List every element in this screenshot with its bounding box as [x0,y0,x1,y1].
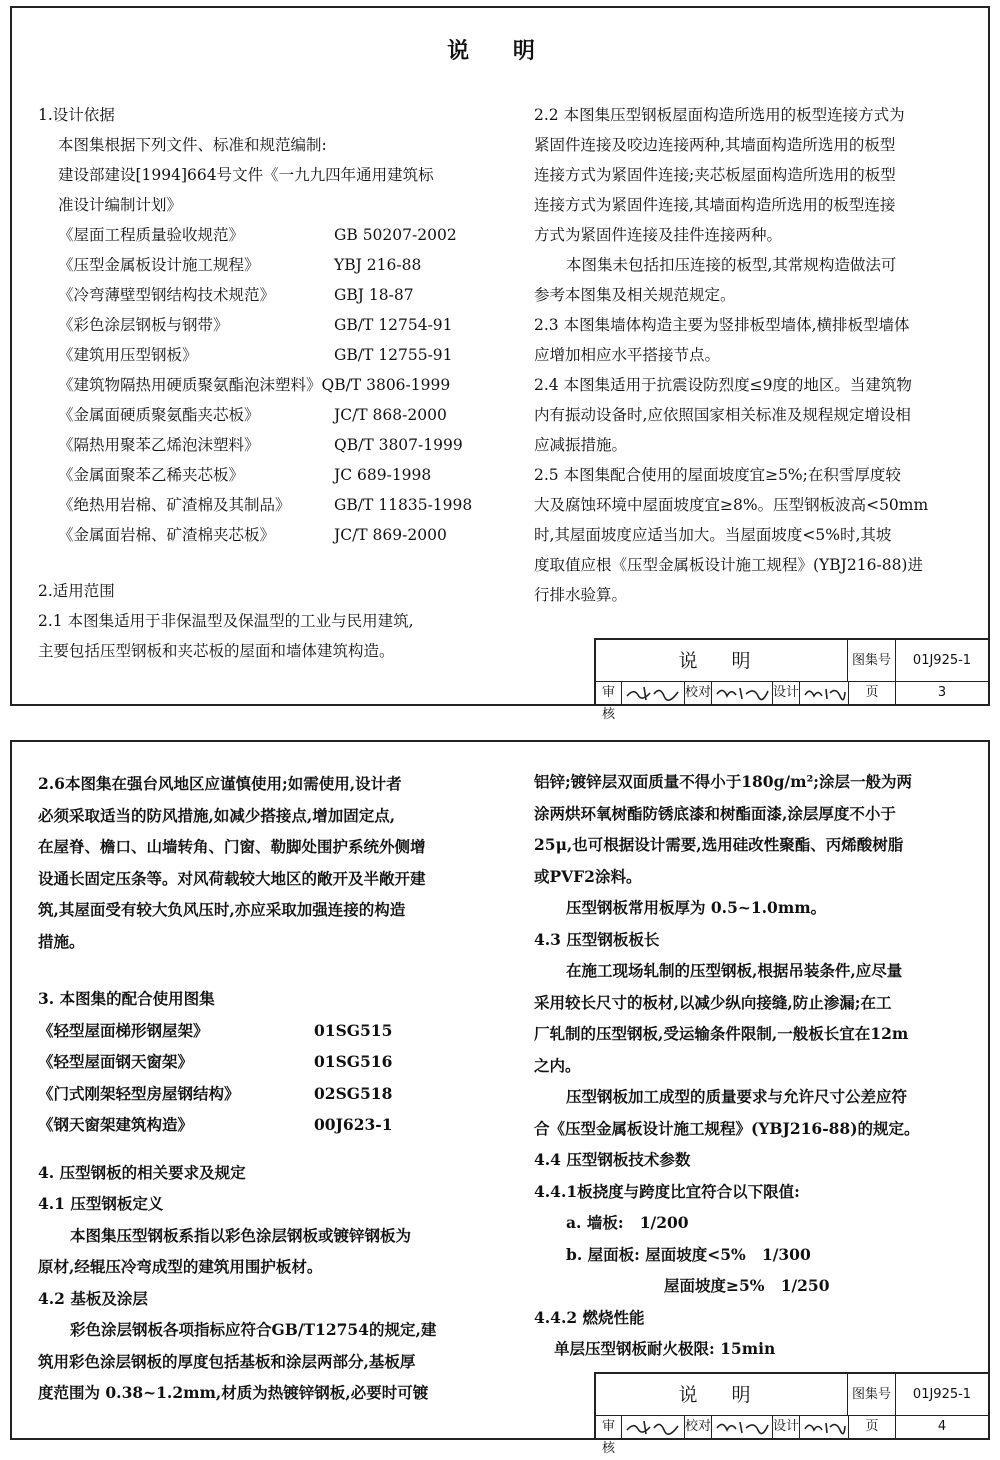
paragraph-line: 采用较长尺寸的板材,以减少纵向接缝,防止渗漏;在工 [534,992,892,1012]
designer-signature [802,1418,846,1436]
reference-item: 《门式刚架轻型房屋钢结构》 02SG518 [38,1083,393,1103]
subsection-heading: 4.2 基板及涂层 [38,1288,148,1308]
reference-item: 《屋面工程质量验收规范》 GB 50207-2002 [58,226,457,244]
paragraph-line: 本图集未包括扣压连接的板型,其常规构造做法可 [566,256,897,274]
page-label: 页 [848,682,896,704]
paragraph-line: 2.6本图集在强台风地区应谨慎使用;如需使用,设计者 [38,774,402,793]
reference-item: 《隔热用聚苯乙烯泡沫塑料》 QB/T 3807-1999 [58,436,463,454]
paragraph-line: 之内。 [534,1055,581,1075]
reference-item: 《绝热用岩棉、矿渣棉及其制品》 GB/T 11835-1998 [58,496,473,514]
paragraph-line: 筑用彩色涂层钢板的厚度包括基板和涂层两部分,基板厚 [38,1351,416,1371]
designer-signature [802,684,846,702]
section-heading: 2.适用范围 [38,582,115,600]
review-label: 审核 [596,1416,622,1438]
reference-item: 《冷弯薄壁型钢结构技术规范》 GBJ 18-87 [58,286,414,304]
paragraph-line: 涂两烘环氧树酯防锈底漆和树酯面漆,涂层厚度不小于 [534,803,896,823]
page-label: 页 [848,1416,896,1438]
right-column [534,100,984,610]
drawing-sheet-page-3 [10,6,990,722]
paragraph-line: 在施工现场轧制的压型钢板,根据吊装条件,应尽量 [566,961,903,980]
check-label: 校对 [684,1416,712,1438]
atlas-number-label: 图集号 [848,1374,896,1416]
paragraph-line: 2.1 本图集适用于非保温型及保温型的工业与民用建筑, [38,612,414,630]
limit-item: 屋面坡度≥5% 1/250 [664,1276,830,1295]
paragraph-line: 设通长固定压条等。对风荷载较大地区的敞开及半敞开建 [38,868,426,888]
check-label: 校对 [684,682,712,704]
subsection-heading: 4.3 压型钢板板长 [534,929,660,949]
reference-item: 《轻型屋面梯形钢屋架》 01SG515 [38,1020,393,1040]
reference-item: 《钢天窗架建筑构造》 00J623-1 [38,1115,393,1134]
title-block [594,638,988,722]
limit-item: a. 墙板: 1/200 [566,1213,689,1232]
paragraph-line: 本图集根据下列文件、标准和规范编制: [58,136,327,154]
paragraph-line: 措施。 [38,931,85,951]
paragraph-line: 在屋脊、檐口、山墙转角、门窗、勒脚处围护系统外侧增 [38,837,426,856]
paragraph-line: 紧固件连接及咬边连接两种,其墙面构造所选用的板型 [534,136,896,154]
left-column [38,768,513,1409]
paragraph-line: 彩色涂层钢板各项指标应符合GB/T12754的规定,建 [70,1320,437,1339]
reference-item: 《压型金属板设计施工规程》 YBJ 216-88 [58,256,422,274]
paragraph-line: 应减振措施。 [534,436,628,454]
paragraph-line: 行排水验算。 [534,586,628,604]
paragraph-line: 建设部建设[1994]664号文件《一九九四年通用建筑标 [58,166,434,184]
reference-item: 《建筑物隔热用硬质聚氨酯泡沫塑料》 QB/T 3806-1999 [58,376,451,394]
companion-atlas-list [38,1015,513,1141]
paragraph-line: 必须采取适当的防风措施,如减少搭接点,增加固定点, [38,805,396,825]
checker-signature [714,1418,770,1436]
design-label: 设计 [772,682,800,704]
subsection-heading: 4.4.1板挠度与跨度比宜符合以下限值: [534,1181,800,1201]
paragraph-line: 连接方式为紧固件连接;夹芯板屋面构造所选用的板型 [534,166,896,184]
subsection-heading: 4.4 压型钢板技术参数 [534,1150,691,1169]
atlas-number-label: 图集号 [848,640,896,682]
paragraph-line: 铝锌;镀锌层双面质量不得小于180g/m²;涂层一般为两 [534,772,912,791]
page-number: 3 [937,685,947,700]
paragraph-line: 连接方式为紧固件连接,其墙面构造所选用的板型连接 [534,196,896,214]
review-label: 审核 [596,682,622,704]
paragraph-line: 方式为紧固件连接及挂件连接两种。 [534,226,783,244]
reference-item: 《金属面岩棉、矿渣棉夹芯板》 JC/T 869-2000 [58,526,447,544]
checker-signature [714,684,770,702]
title-block [594,1372,988,1456]
title-block-title: 说 明 [596,640,848,682]
paragraph-line: 或PVF2涂料。 [534,866,642,886]
paragraph-line: 准设计编制计划》 [58,196,183,214]
paragraph-line: 内有振动设备时,应依照国家相关标准及规程规定增设相 [534,406,911,424]
paragraph-line: 2.3 本图集墙体构造主要为竖排板型墙体,横排板型墙体 [534,316,910,334]
paragraph-line: 25μ,也可根据设计需要,选用硅改性聚酯、丙烯酸树脂 [534,835,904,854]
paragraph-line: 合《压型金属板设计施工规程》(YBJ216-88)的规定。 [534,1118,920,1138]
reference-item: 《彩色涂层钢板与钢带》 GB/T 12754-91 [58,316,453,334]
paragraph-line: 时,其屋面坡度应适当加大。当屋面坡度<5%时,其坡 [534,526,892,544]
design-label: 设计 [772,1416,800,1438]
atlas-number: 01J925-1 [912,1387,972,1402]
subsection-heading: 4.1 压型钢板定义 [38,1194,164,1213]
paragraph-line: 筑,其屋面受有较大负风压时,亦应采取加强连接的构造 [38,900,406,919]
subsection-heading: 4.4.2 燃烧性能 [534,1307,645,1327]
left-column [38,100,508,666]
reviewer-signature [624,684,682,702]
paragraph-line: 参考本图集及相关规范规定。 [534,286,736,304]
paragraph-line: 原材,经辊压冷弯成型的建筑用围护板材。 [38,1257,323,1276]
paragraph-line: 2.2 本图集压型钢板屋面构造所选用的板型连接方式为 [534,106,905,124]
reference-item: 《金属面聚苯乙稀夹芯板》 JC 689-1998 [58,466,432,484]
paragraph-line: 度取值应根《压型金属板设计施工规程》(YBJ216-88)进 [534,556,923,574]
page-title: 说 明 [447,38,553,64]
paragraph-line: 主要包括压型钢板和夹芯板的屋面和墙体建筑构造。 [38,642,395,660]
section-heading: 1.设计依据 [38,106,115,124]
paragraph-line: 本图集压型钢板系指以彩色涂层钢板或镀锌钢板为 [70,1225,412,1245]
limit-item: b. 屋面板: 屋面坡度<5% 1/300 [566,1244,811,1264]
right-column [534,766,986,1365]
reviewer-signature [624,1418,682,1436]
reference-item: 《建筑用压型钢板》 GB/T 12755-91 [58,346,453,364]
paragraph-line: 度范围为 0.38~1.2mm,材质为热镀锌钢板,必要时可镀 [38,1383,429,1402]
title-block-title: 说 明 [596,1374,848,1416]
section-heading: 4. 压型钢板的相关要求及规定 [38,1162,246,1182]
reference-item: 《金属面硬质聚氨酯夹芯板》 JC/T 868-2000 [58,406,447,424]
atlas-number: 01J925-1 [912,653,972,668]
section-heading: 3. 本图集的配合使用图集 [38,989,215,1008]
paragraph-line: 厂轧制的压型钢板,受运输条件限制,一般板长宜在12m [534,1024,909,1043]
paragraph-line: 大及腐蚀环境中屋面坡度宜≥8%。压型钢板波高<50mm [534,496,929,514]
paragraph-line: 压型钢板常用板厚为 0.5~1.0mm。 [566,898,827,917]
paragraph-line: 压型钢板加工成型的质量要求与允许尺寸公差应符 [566,1087,908,1106]
page-number: 4 [937,1419,947,1434]
drawing-sheet-page-4 [10,740,990,1456]
reference-item: 《轻型屋面钢天窗架》 01SG516 [38,1052,393,1071]
paragraph-line: 单层压型钢板耐火极限: 15min [554,1339,776,1358]
paragraph-line: 2.5 本图集配合使用的屋面坡度宜≥5%;在积雪厚度较 [534,466,901,484]
reference-list [38,220,508,550]
paragraph-line: 2.4 本图集适用于抗震设防烈度≤9度的地区。当建筑物 [534,376,912,394]
paragraph-line: 应增加相应水平搭接节点。 [534,346,721,364]
